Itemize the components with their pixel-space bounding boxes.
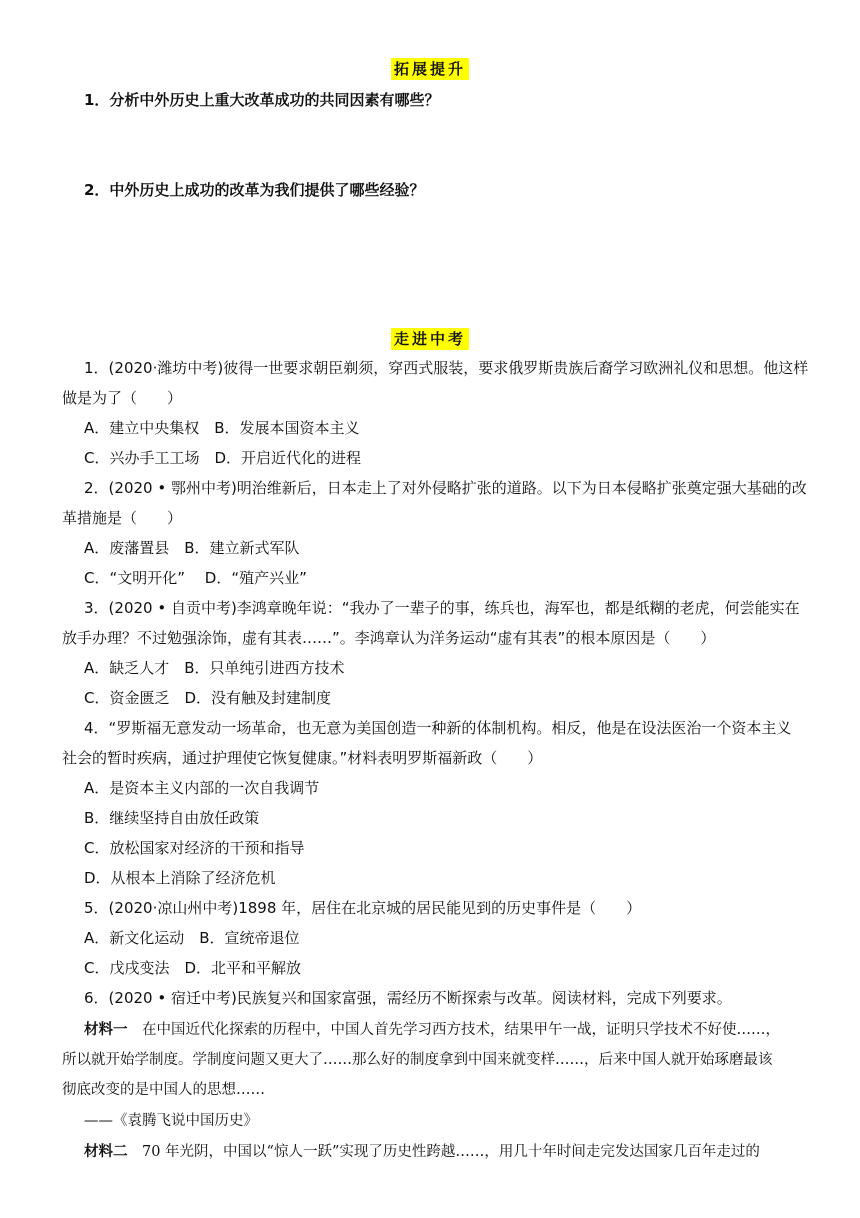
exam-option-line: B．继续坚持自由放任政策 [84, 809, 260, 827]
question-1-text: 1．分析中外历史上重大改革成功的共同因素有哪些？ [84, 91, 440, 109]
material-1-line: 所以就开始学制度。学制度问题又更大了……那么好的制度拿到中国来就变样……，后来中国人就开始琢磨最该 [62, 1052, 773, 1068]
exam-option-line: C．资金匮乏 D．没有触及封建制度 [84, 689, 332, 707]
material-2-first-line: 材料二 70 年光阴，中国以“惊人一跃”实现了历史性跨越……，用几十年时间走完发达国家几百年走过的 [84, 1144, 760, 1160]
question-2-text: 2．中外历史上成功的改革为我们提供了哪些经验？ [84, 181, 425, 199]
exam-option-line: C．兴办手工工场 D．开启近代化的进程 [84, 449, 362, 467]
exam-line: 社会的暂时疾病，通过护理使它恢复健康。”材料表明罗斯福新政（ ） [62, 749, 543, 767]
exam-option-line: D．从根本上消除了经济危机 [84, 869, 276, 887]
exam-option-line: A．废藩置县 B．建立新式军队 [84, 539, 300, 557]
material-1-source: ——《袁腾飞说中国历史》 [84, 1113, 258, 1129]
exam-option-line: A．建立中央集权 B．发展本国资本主义 [84, 419, 360, 437]
exam-line: 6．(2020 • 宿迁中考)民族复兴和国家富强，需经历不断探索与改革。阅读材料，完成下列要求。 [84, 989, 732, 1007]
exam-line: 3．(2020 • 自贡中考)李鸿章晚年说：“我办了一辈子的事，练兵也，海军也，都是纸糊的老虎，何尝能实在 [84, 599, 800, 617]
exam-option-line: C．放松国家对经济的干预和指导 [84, 839, 305, 857]
exam-option-line: A．缺乏人才 B．只单纯引进西方技术 [84, 659, 345, 677]
exam-option-line: C．“文明开化” D．“殖产兴业” [84, 569, 307, 587]
exam-line: 做是为了（ ） [62, 389, 183, 407]
exam-line: 5．(2020·凉山州中考)1898 年，居住在北京城的居民能见到的历史事件是（ ） [84, 899, 642, 917]
material-1-first-line: 材料一 在中国近代化探索的历程中，中国人首先学习西方技术，结果甲午一战，证明只学技术不好使……， [84, 1022, 780, 1038]
section-title-extension: 拓展提升 [0, 58, 860, 79]
exam-option-line: A．是资本主义内部的一次自我调节 [84, 779, 320, 797]
exam-line: 4．“罗斯福无意发动一场革命，也无意为美国创造一种新的体制机构。相反，他是在设法医治一个资本主义 [84, 719, 792, 737]
section-title-exam: 走进中考 [0, 328, 860, 349]
material-2-label: 材料二 [84, 1144, 128, 1160]
exam-option-line: A．新文化运动 B．宣统帝退位 [84, 929, 300, 947]
material-1-label: 材料一 [84, 1022, 128, 1038]
material-1-line: 彻底改变的是中国人的思想…… [62, 1082, 265, 1098]
exam-option-line: C．戊戌变法 D．北平和平解放 [84, 959, 302, 977]
exam-line: 革措施是（ ） [62, 509, 183, 527]
exam-line: 2．(2020 • 鄂州中考)明治维新后，日本走上了对外侵略扩张的道路。以下为日本侵略扩张奠定强大基础的改 [84, 479, 807, 497]
exam-line: 1．(2020·潍坊中考)彼得一世要求朝臣剃须，穿西式服装，要求俄罗斯贵族后裔学习欧洲礼仪和思想。他这样 [84, 359, 809, 377]
exam-line: 放手办理？不过勉强涂饰，虚有其表……”。李鸿章认为洋务运动“虚有其表”的根本原因是（ ） [62, 629, 716, 647]
